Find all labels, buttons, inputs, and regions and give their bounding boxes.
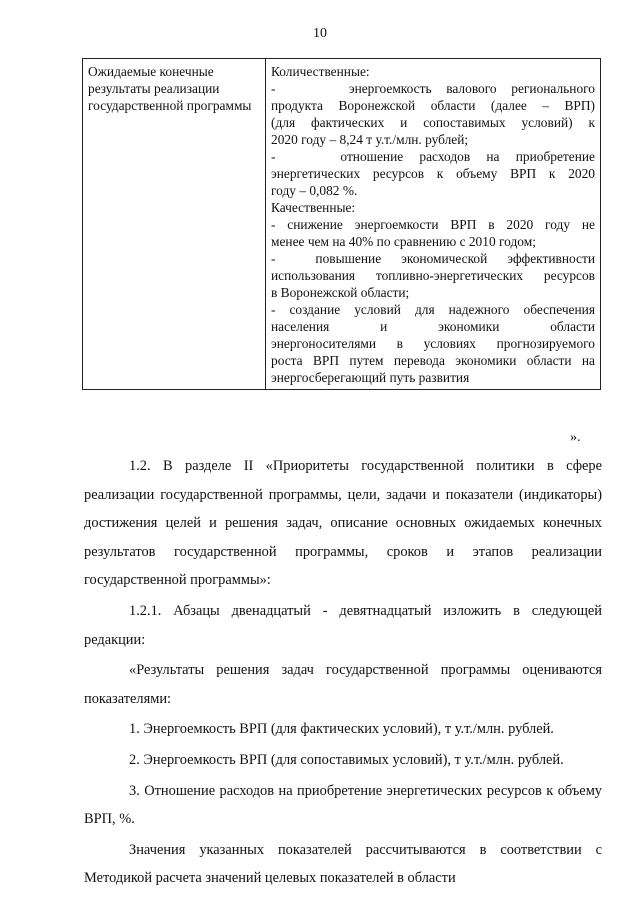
content-line: роста ВРП путем перевода экономики области на xyxy=(271,353,595,368)
paragraph-section-amendment: 1.2. В разделе II «Приоритеты государственной политики в сфере реализации государственной программы, цели, задачи и показатели (индикаторы) достижения целей и решения задач, описание основных ожидаемых конечных результатов государственной программы, сроков и этапов реализации государственной программы»: xyxy=(84,458,602,589)
table-row xyxy=(83,59,601,390)
content-line: использования топливно-энергетических ресурсов xyxy=(271,268,595,283)
content-line: - снижение энергоемкости ВРП в 2020 году не xyxy=(271,217,595,232)
content-line: в Воронежской области; xyxy=(271,285,410,300)
content-line: году – 0,082 %. xyxy=(271,183,358,198)
content-line: Качественные: xyxy=(271,200,356,215)
paragraph-methodology: Значения указанных показателей рассчитываются в соответствии с Методикой расчета значений целевых показателей в области xyxy=(84,841,602,887)
content-line: населения и экономики области xyxy=(271,319,595,334)
content-line: - энергоемкость валового регионального xyxy=(271,81,595,96)
content-line: продукта Воронежской области (далее – ВРП) xyxy=(271,98,595,113)
row-content xyxy=(266,59,601,390)
content-line: (для фактических и сопоставимых условий) к xyxy=(271,115,595,130)
indicator-item: 2. Энергоемкость ВРП (для сопоставимых условий), т у.т./млн. рублей. xyxy=(129,751,564,768)
closing-quote: ». xyxy=(570,430,581,445)
paragraph-results: «Результаты решения задач государственной программы оцениваются показателями: xyxy=(84,662,602,707)
content-line: энергоносителями в условиях прогнозируемого xyxy=(271,336,595,351)
page-number: 10 xyxy=(313,26,327,41)
paragraph-subsection: 1.2.1. Абзацы двенадцатый - девятнадцатый изложить в следующей редакции: xyxy=(84,602,602,648)
content-line: энергосберегающий путь развития xyxy=(271,370,470,385)
content-line: - создание условий для надежного обеспечения xyxy=(271,302,595,317)
indicator-item: 1. Энергоемкость ВРП (для фактических условий), т у.т./млн. рублей. xyxy=(129,721,554,738)
body-text xyxy=(84,452,602,893)
content-line: - отношение расходов на приобретение xyxy=(271,149,595,164)
content-line: 2020 году – 8,24 т у.т./млн. рублей; xyxy=(271,132,469,147)
indicator-item: 3. Отношение расходов на приобретение энергетических ресурсов к объему ВРП, %. xyxy=(84,782,602,828)
content-line: энергетических ресурсов к объему ВРП к 2020 xyxy=(271,166,595,181)
content-line: Количественные: xyxy=(271,64,370,79)
content-line: - повышение экономической эффективности xyxy=(271,251,595,266)
row-label: Ожидаемые конечные результаты реализации государственной программы xyxy=(83,59,266,390)
results-table xyxy=(82,58,601,390)
content-line: менее чем на 40% по сравнению с 2010 годом; xyxy=(271,234,536,249)
